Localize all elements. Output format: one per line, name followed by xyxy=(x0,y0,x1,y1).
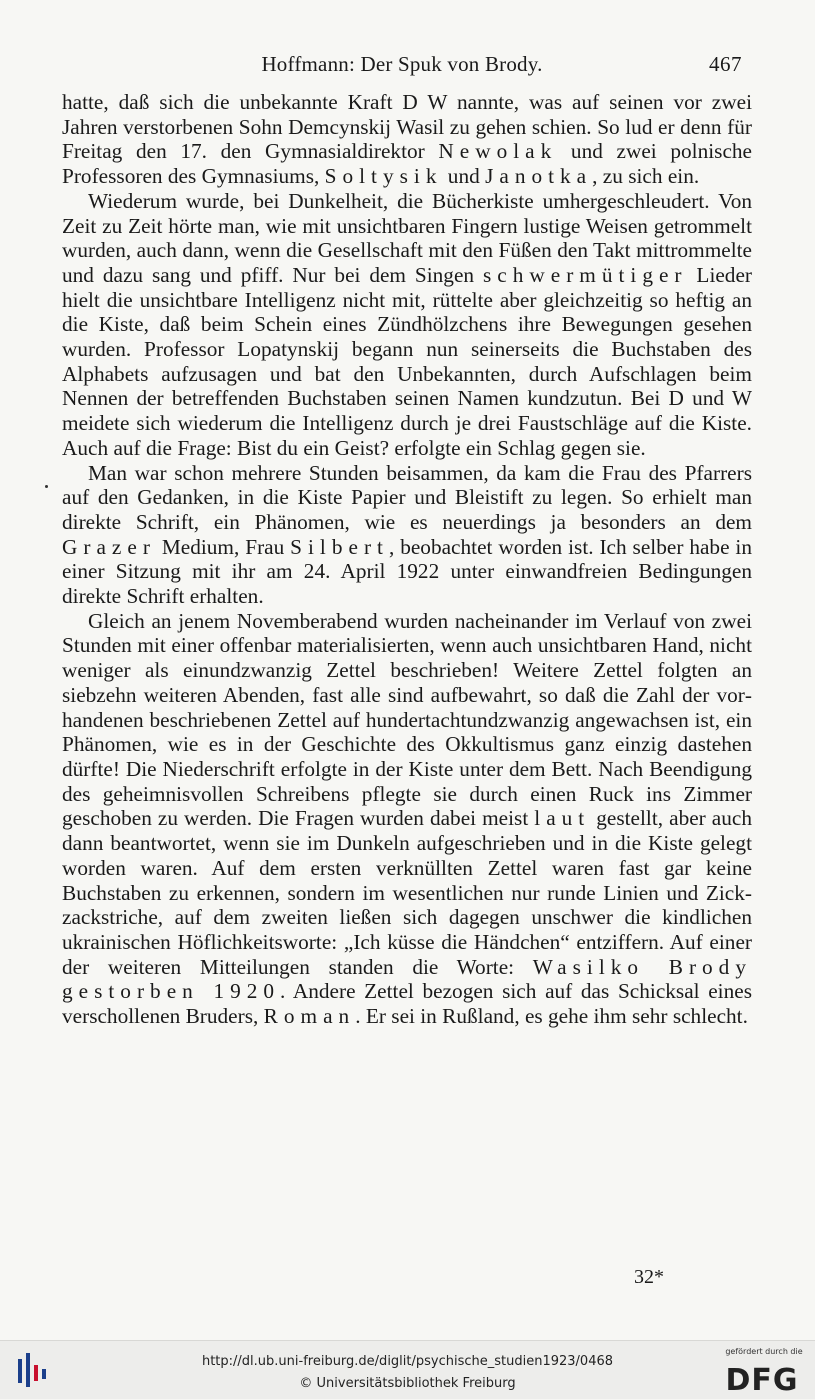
paragraph-text: gestellt, aber auch dann beantwortet, wenn sie im Dunkeln aufgeschrieben und in die Kiste gelegt worden waren. Auf dem ersten verknüllten Zettel waren fast gar keine Buchstaben zu erkennen, sondern im wesentlichen nur runde Linien und Zickzackstriche, auf dem zweiten ließen sich dagegen unschwer die kindlichen ukrainischen Höflichkeitsworte: „Ich küsse die Händchen“ entziffern. Auf einer der weiteren Mitteilungen standen die Worte: xyxy=(62,806,752,979)
paragraph-text: Wiederum wurde, bei Dunkelheit, die Bücherkiste umhergeschleudert. Von Zeit zu Zeit hörte man, wie mit unsichtbaren Fingern lustige Weisen getrommelt wurden, auch dann, wenn die Gesellschaft mit den Füßen den Takt mittrommelte und dazu sang und pfiff. Nur bei dem Singen xyxy=(62,188,752,287)
page-number: 467 xyxy=(709,52,742,76)
page-header xyxy=(62,52,742,82)
emphasized-text: Newolak xyxy=(438,139,558,164)
margin-mark xyxy=(45,485,48,488)
signature-mark: 32* xyxy=(634,1266,664,1288)
dfg-caption: gefördert durch die xyxy=(725,1347,803,1356)
paragraph-text: , beobachtet worden ist. Ich selber habe in einer Sitzung mit ihr am 24. April 1922 unter einwandfreien Bedingungen direkte Schrift erhalten. xyxy=(62,534,752,609)
emphasized-text: laut xyxy=(534,806,591,831)
footer-bar xyxy=(0,1340,815,1399)
paragraph-text: , zu sich ein. xyxy=(592,164,700,189)
dfg-logo-icon[interactable] xyxy=(719,1347,805,1395)
paragraph-text: Man war schon mehrere Stunden beisammen, da kam die Frau des Pfarrers auf den Gedanken, in die Kiste Papier und Bleistift zu legen. So erhielt man direkte Schrift, ein Phänomen, wie es neuerdings ja besonders an dem xyxy=(62,460,752,534)
running-title: Hoffmann: Der Spuk von Brody. xyxy=(261,52,543,76)
emphasized-text: Silbert xyxy=(290,534,389,559)
footer-url-link[interactable]: http://dl.ub.uni-freiburg.de/diglit/psychische_studien1923/0468 xyxy=(201,1354,614,1369)
body-text xyxy=(62,90,752,1029)
footer-copyright: © Universitätsbibliothek Freiburg xyxy=(299,1376,516,1391)
paragraph-text: hatte, daß sich die unbekannte Kraft D W nannte, was auf seinen vor zwei Jahren verstorbenen Sohn Demcynskij Wasil zu gehen schien. So lud er denn für Freitag den 17. den Gymnasialdirektor xyxy=(62,90,752,164)
paragraph-text: Gleich an jenem Novemberabend wurden nacheinander im Verlauf von zwei Stunden mit einer offenbar materialisierten, wenn auch unsichtbaren Hand, nicht weniger als einundzwanzig Zettel beschrieben! Weitere Zettel folgten an siebzehn weiteren Abenden, fast alle sind aufbewahrt, so daß die Zahl der vorhandenen beschriebenen Zettel auf hundertachtundzwanzig angewachsen ist, ein Phänomen, wie es in der Geschichte des Okkultismus ganz einzig dastehen dürfte! Die Niederschrift erfolgte in der Kiste unter dem Bett. Nach Beendigung des geheimnisvollen Schreibens pflegte sie durch einen Ruck ins Zimmer geschoben zu werden. Die Fragen wurden dabei meist xyxy=(62,608,752,831)
paragraph xyxy=(62,189,752,461)
emphasized-text: Grazer xyxy=(62,534,156,559)
emphasized-text: Soltysik xyxy=(324,164,443,189)
paragraph xyxy=(62,461,752,609)
paragraph-text: und zwei polnische Professoren des Gymnasiums, xyxy=(62,139,753,189)
emphasized-text: Roman xyxy=(263,1004,356,1029)
emphasized-text: Wasilko Brody gestorben 1920 xyxy=(62,954,752,1004)
dfg-logo-text: DFG xyxy=(725,1363,799,1395)
paragraph-text: Medium, Frau xyxy=(155,534,291,559)
emphasized-text: schwermütiger xyxy=(482,262,688,287)
paragraph-text: Lieder hielt die unsichtbare Intelligenz nicht mit, rüttelte aber gleichzeitig so heftig an die Kiste, daß beim Schein eines Zündhölzchens ihre Bewegungen gesehen wurden. Professor Lopatynskij begann nun seinerseits die Buchstaben des Alphabets aufzusagen und bat den Unbekannten, durch Aufschlagen beim Nennen der betreffenden Buchstaben seinen Namen kundzutun. Bei D und W meidete sich wiederum die Intelligenz durch je drei Faustschläge auf die Kiste. Auch auf die Frage: Bist du ein Geist? erfolgte ein Schlag gegen sie. xyxy=(62,262,753,460)
paragraph xyxy=(62,90,752,189)
paragraph-text: und xyxy=(442,164,486,189)
paragraph-text: . Er sei in Rußland, es gehe ihm sehr schlecht. xyxy=(355,1004,748,1029)
emphasized-text: Janotka xyxy=(485,164,593,189)
paragraph xyxy=(62,609,752,1029)
paragraph-text: . Andere Zettel bezogen sich auf das Schicksal eines verschollenen Bruders, xyxy=(62,979,752,1029)
